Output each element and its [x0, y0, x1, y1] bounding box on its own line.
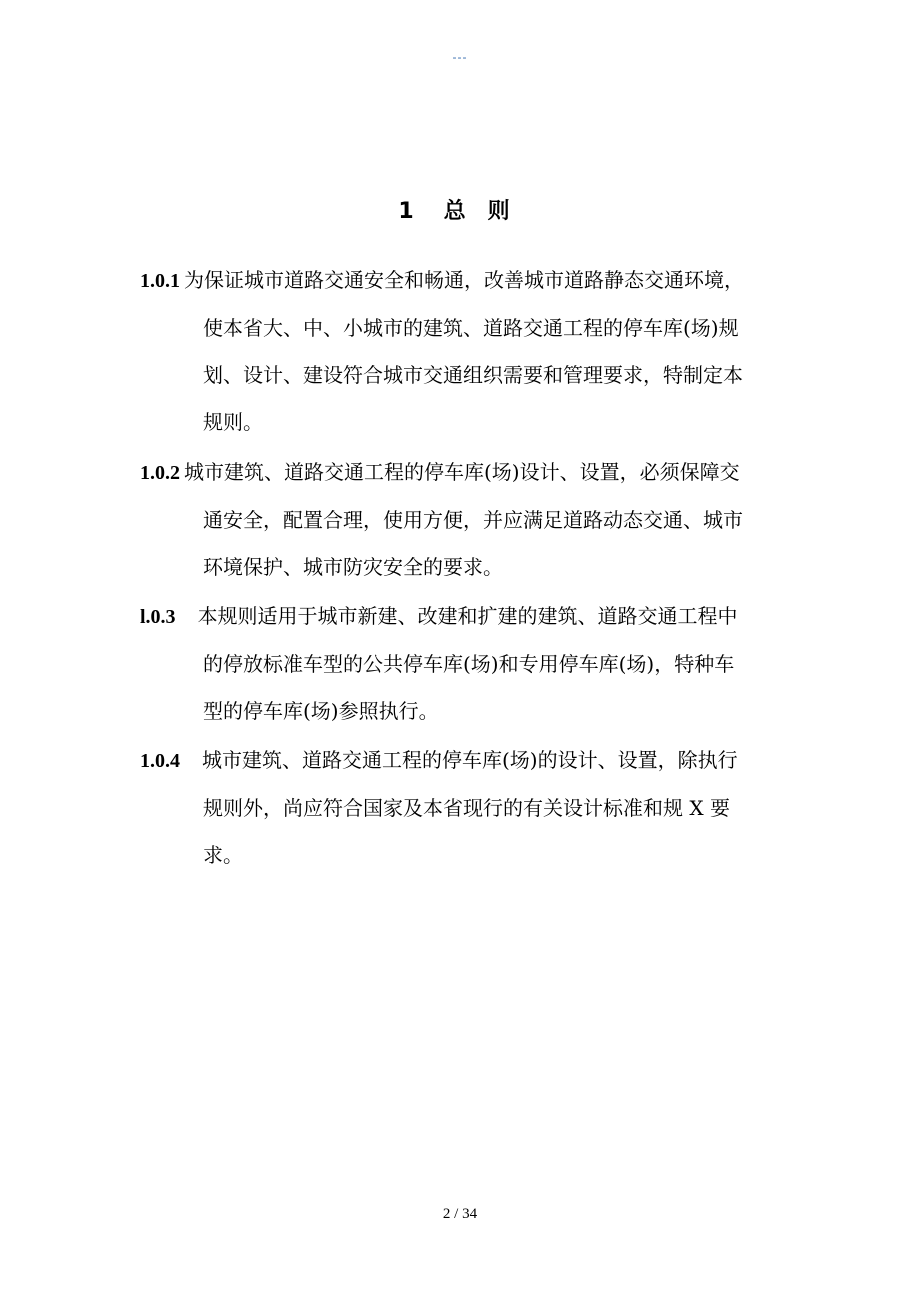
clause-1-0-3 [140, 593, 785, 735]
clause-text-line: 为保证城市道路交通安全和畅通，改善城市道路静态交通环境， [184, 268, 744, 292]
page-number: 2 / 34 [442, 1206, 478, 1222]
clause-number: l.0.3 [140, 606, 176, 628]
chapter-title [0, 194, 920, 225]
clause-text-line: 规则。 [203, 410, 263, 434]
clause-number: 1.0.4 [140, 750, 180, 772]
clause-1-0-1 [140, 257, 785, 446]
chapter-number: 1 [398, 199, 416, 224]
chapter-title-char-2: 则 [487, 199, 512, 224]
clause-text-line: 型的停车库(场)参照执行。 [203, 699, 439, 723]
clause-first-line [140, 593, 785, 641]
chapter-title-char-1: 总 [443, 199, 468, 224]
clause-text-line: 划、设计、建设符合城市交通组织需要和管理要求，特制定本 [203, 363, 743, 387]
clause-text-line: 本规则适用于城市新建、改建和扩建的建筑、道路交通工程中 [197, 604, 738, 628]
clause-1-0-2 [140, 449, 785, 591]
clause-text-line: 的停放标准车型的公共停车库(场)和专用停车库(场)，特种车 [203, 652, 735, 676]
header-mark: --- [452, 50, 468, 64]
clause-first-line [140, 257, 785, 305]
clause-text-line: 环境保护、城市防灾安全的要求。 [203, 555, 503, 579]
clause-first-line [140, 737, 785, 785]
clause-text-line: 规则外，尚应符合国家及本省现行的有关设计标准和规 X 要 [203, 796, 730, 820]
clause-text-line: 求。 [203, 843, 243, 867]
clause-first-line [140, 449, 785, 497]
clause-text-line: 城市建筑、道路交通工程的停车库(场)的设计、设置，除执行 [202, 748, 738, 772]
clause-text-line: 通安全，配置合理，使用方便，并应满足道路动态交通、城市 [203, 508, 743, 532]
clause-number: 1.0.1 [140, 270, 180, 292]
clause-1-0-4 [140, 737, 785, 879]
clause-text-line: 使本省大、中、小城市的建筑、道路交通工程的停车库(场)规 [203, 316, 739, 340]
clause-number: 1.0.2 [140, 462, 180, 484]
clause-text-line: 城市建筑、道路交通工程的停车库(场)设计、设置，必须保障交 [184, 460, 740, 484]
